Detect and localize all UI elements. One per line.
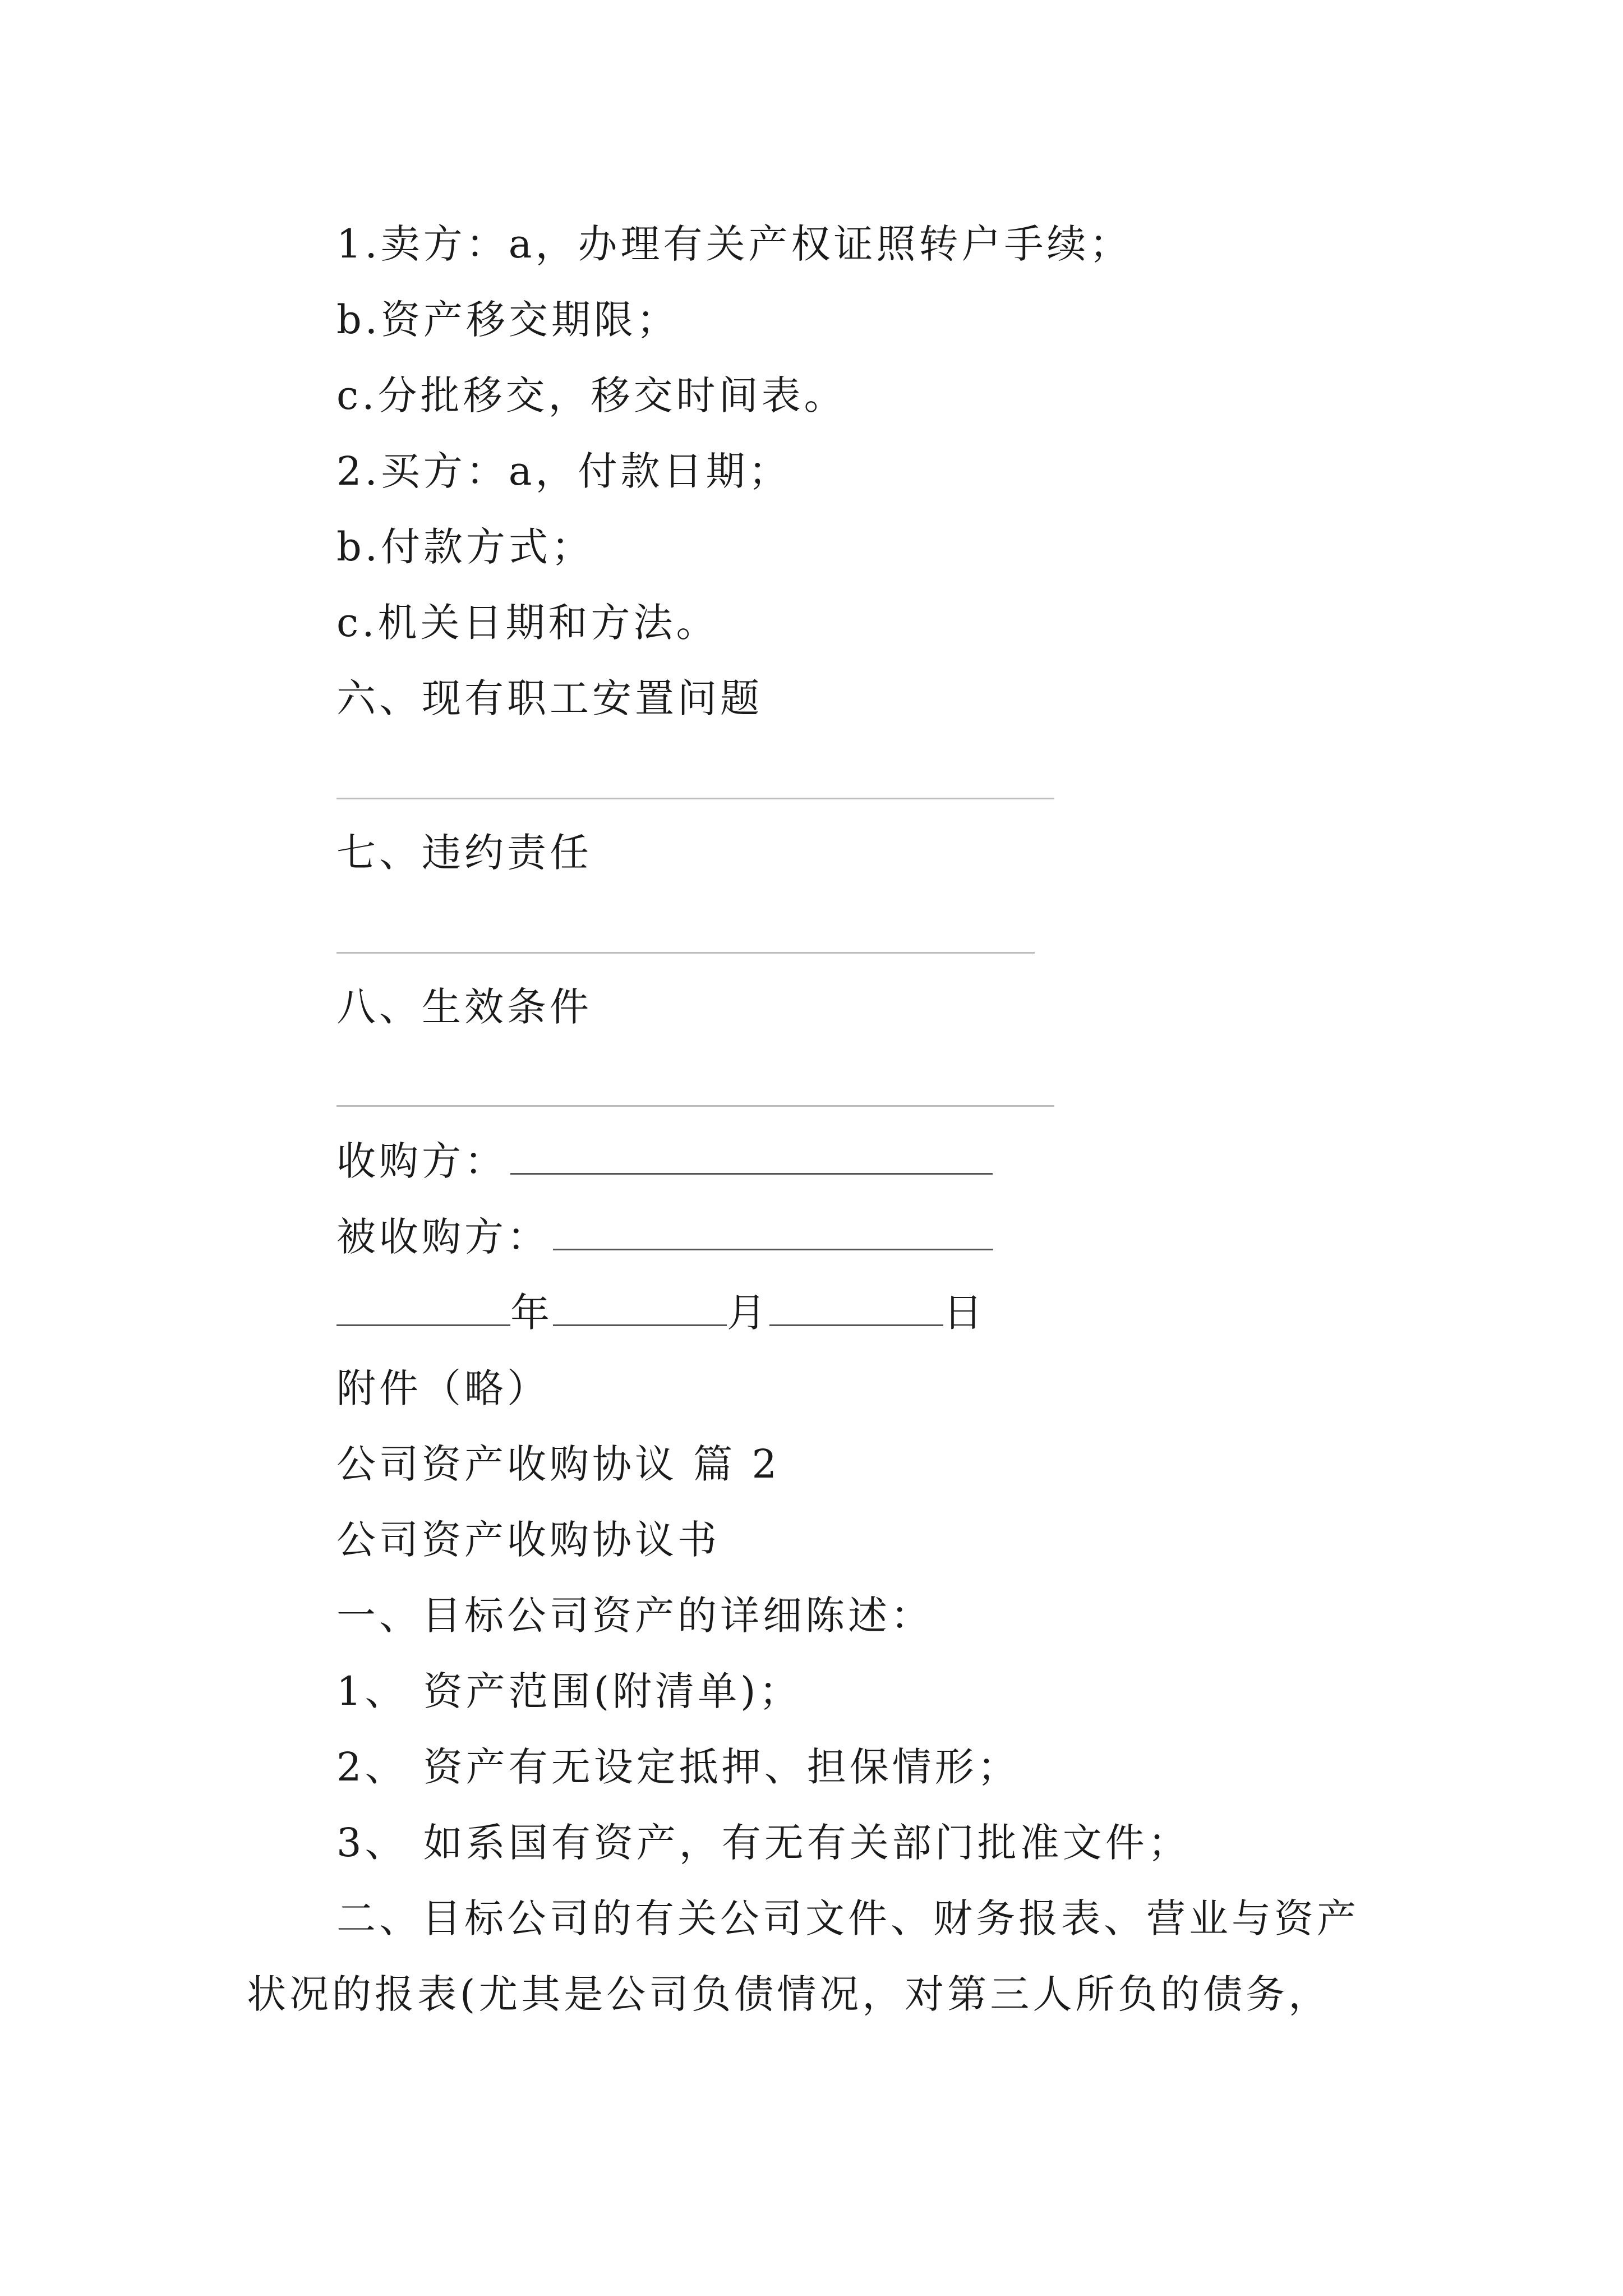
acquiree-signature-blank	[553, 1215, 993, 1250]
state-asset-item: 3、 如系国有资产，有无有关部门批准文件；	[336, 1820, 1191, 1866]
acquirer-signature-row	[336, 1136, 993, 1186]
acquiree-signature-row	[336, 1212, 993, 1262]
section-seven-blank-rule	[336, 952, 1035, 954]
section-eight-blank-rule	[336, 1105, 1054, 1107]
day-label: 日	[943, 1290, 986, 1336]
section-two-paragraph-line-2: 状况的报表(尤其是公司负债情况，对第三人所负的债务，	[247, 1971, 1331, 2017]
day-blank	[769, 1291, 943, 1326]
buyer-payment-date-line: 2.买方：a，付款日期；	[336, 448, 791, 494]
month-blank	[553, 1291, 727, 1326]
appendix-line: 附件（略）	[336, 1365, 550, 1411]
month-label: 月	[727, 1290, 769, 1336]
date-and-method-line: c.机关日期和方法。	[336, 600, 719, 646]
agreement-title: 公司资产收购协议书	[336, 1517, 720, 1563]
date-row	[336, 1287, 986, 1338]
section-six-heading: 六、现有职工安置问题	[336, 675, 763, 721]
acquirer-label: 收购方：	[336, 1138, 507, 1184]
year-label: 年	[510, 1290, 553, 1336]
year-blank	[336, 1291, 510, 1326]
section-eight-heading: 八、生效条件	[336, 984, 592, 1030]
acquiree-label: 被收购方：	[336, 1214, 550, 1260]
batch-transfer-line: c.分批移交，移交时间表。	[336, 372, 847, 418]
payment-method-line: b.付款方式；	[336, 524, 594, 570]
section-six-blank-rule	[336, 798, 1054, 799]
section-seven-heading: 七、违约责任	[336, 830, 592, 876]
section-one-heading: 一、目标公司资产的详细陈述：	[336, 1593, 933, 1639]
mortgage-item: 2、 资产有无设定抵押、担保情形；	[336, 1744, 1020, 1790]
article-two-title: 公司资产收购协议 篇 2	[336, 1441, 781, 1487]
section-two-paragraph-line-1: 二、目标公司的有关公司文件、财务报表、营业与资产	[336, 1895, 1359, 1941]
acquirer-signature-blank	[510, 1139, 993, 1175]
seller-obligations-line: 1.卖方：a，办理有关产权证照转户手续；	[336, 221, 1132, 267]
asset-scope-item: 1、 资产范围(附清单)；	[336, 1668, 802, 1714]
asset-transfer-deadline-line: b.资产移交期限；	[336, 297, 680, 343]
